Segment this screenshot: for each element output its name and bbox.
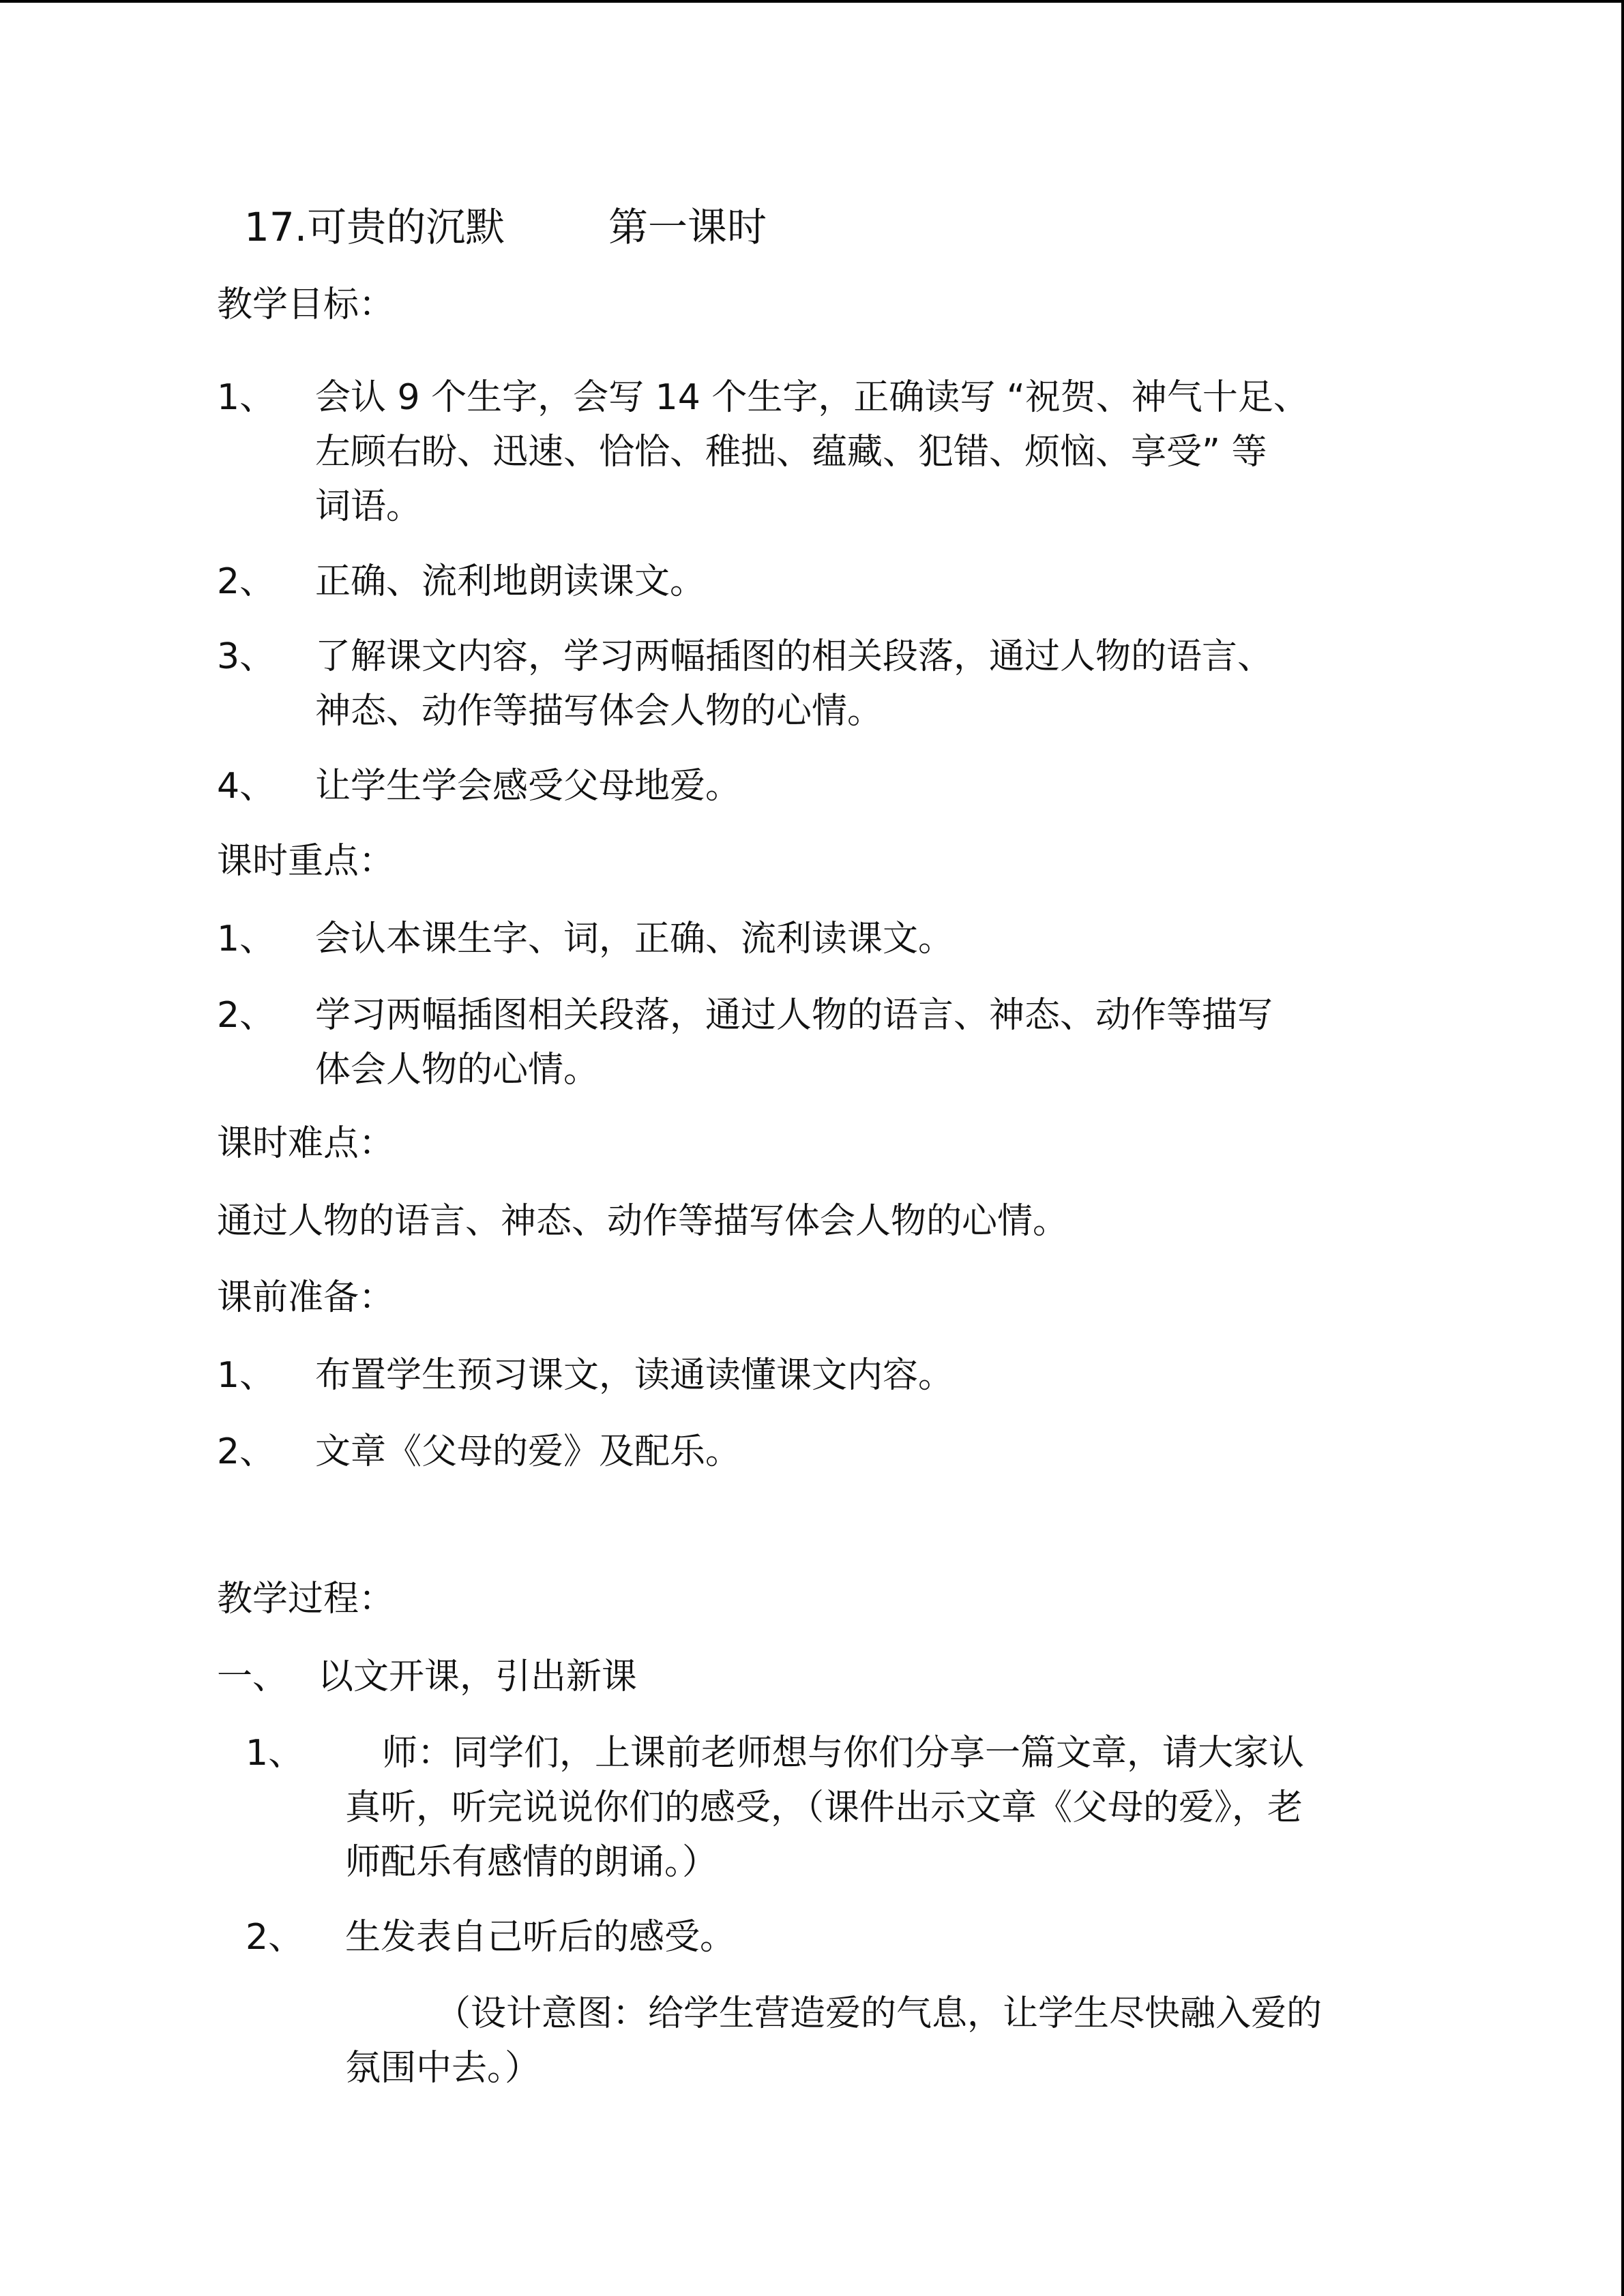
preparation-line: 文章《父母的爱》及配乐。 bbox=[315, 1431, 741, 1472]
process-step-number: 2、 bbox=[246, 1917, 304, 1958]
lesson-period: 第一课时 bbox=[608, 204, 767, 250]
design-note-line: 氛围中去。） bbox=[345, 2048, 541, 2089]
objective-line: 让学生学会感受父母地爱。 bbox=[315, 766, 741, 807]
objective-line: 了解课文内容，学习两幅插图的相关段落，通过人物的语言、 bbox=[315, 636, 1273, 677]
process-step-line: 生发表自己听后的感受。 bbox=[345, 1917, 736, 1958]
preparation-number: 1、 bbox=[217, 1355, 276, 1396]
objective-line: 词语。 bbox=[315, 486, 422, 527]
objective-number: 3、 bbox=[217, 636, 276, 677]
key-point-line: 学习两幅插图相关段落，通过人物的语言、神态、动作等描写 bbox=[315, 995, 1273, 1036]
objective-line: 正确、流利地朗读课文。 bbox=[315, 561, 706, 602]
process-step-line: 师：同学们，上课前老师想与你们分享一篇文章，请大家认 bbox=[382, 1733, 1305, 1774]
process-step-number: 1、 bbox=[246, 1733, 304, 1774]
process-step-line: 真听，听完说说你们的感受，（课件出示文章《父母的爱》，老 bbox=[345, 1787, 1303, 1828]
difficulties-text: 通过人物的语言、神态、动作等描写体会人物的心情。 bbox=[217, 1201, 1069, 1242]
objective-number: 1、 bbox=[217, 377, 276, 418]
objective-line: 会认 9 个生字，会写 14 个生字，正确读写 “祝贺、神气十足、 bbox=[315, 377, 1309, 418]
process-step-line: 师配乐有感情的朗诵。） bbox=[345, 1842, 718, 1883]
design-note-line: （设计意图：给学生营造爱的气息，让学生尽快融入爱的 bbox=[435, 1993, 1323, 2034]
difficulties-heading: 课时难点： bbox=[217, 1123, 395, 1164]
objective-number: 4、 bbox=[217, 766, 276, 807]
key-point-line: 会认本课生字、词，正确、流利读课文。 bbox=[315, 919, 954, 959]
key-points-heading: 课时重点： bbox=[217, 841, 395, 882]
objective-line: 左顾右盼、迅速、恰恰、稚拙、蕴藏、犯错、烦恼、享受” 等 bbox=[315, 432, 1267, 473]
objective-number: 2、 bbox=[217, 561, 276, 602]
process-section-number: 一、 bbox=[217, 1656, 289, 1697]
process-heading: 教学过程： bbox=[217, 1579, 395, 1620]
process-section-title: 以文开课，引出新课 bbox=[318, 1656, 638, 1697]
key-point-number: 1、 bbox=[217, 919, 276, 959]
key-point-number: 2、 bbox=[217, 995, 276, 1036]
objective-line: 神态、动作等描写体会人物的心情。 bbox=[315, 691, 883, 732]
objectives-heading: 教学目标： bbox=[217, 284, 395, 325]
key-point-line: 体会人物的心情。 bbox=[315, 1049, 600, 1090]
preparation-heading: 课前准备： bbox=[217, 1277, 395, 1318]
preparation-number: 2、 bbox=[217, 1431, 276, 1472]
lesson-title: 17.可贵的沉默 bbox=[244, 204, 505, 250]
preparation-line: 布置学生预习课文，读通读懂课文内容。 bbox=[315, 1355, 954, 1396]
